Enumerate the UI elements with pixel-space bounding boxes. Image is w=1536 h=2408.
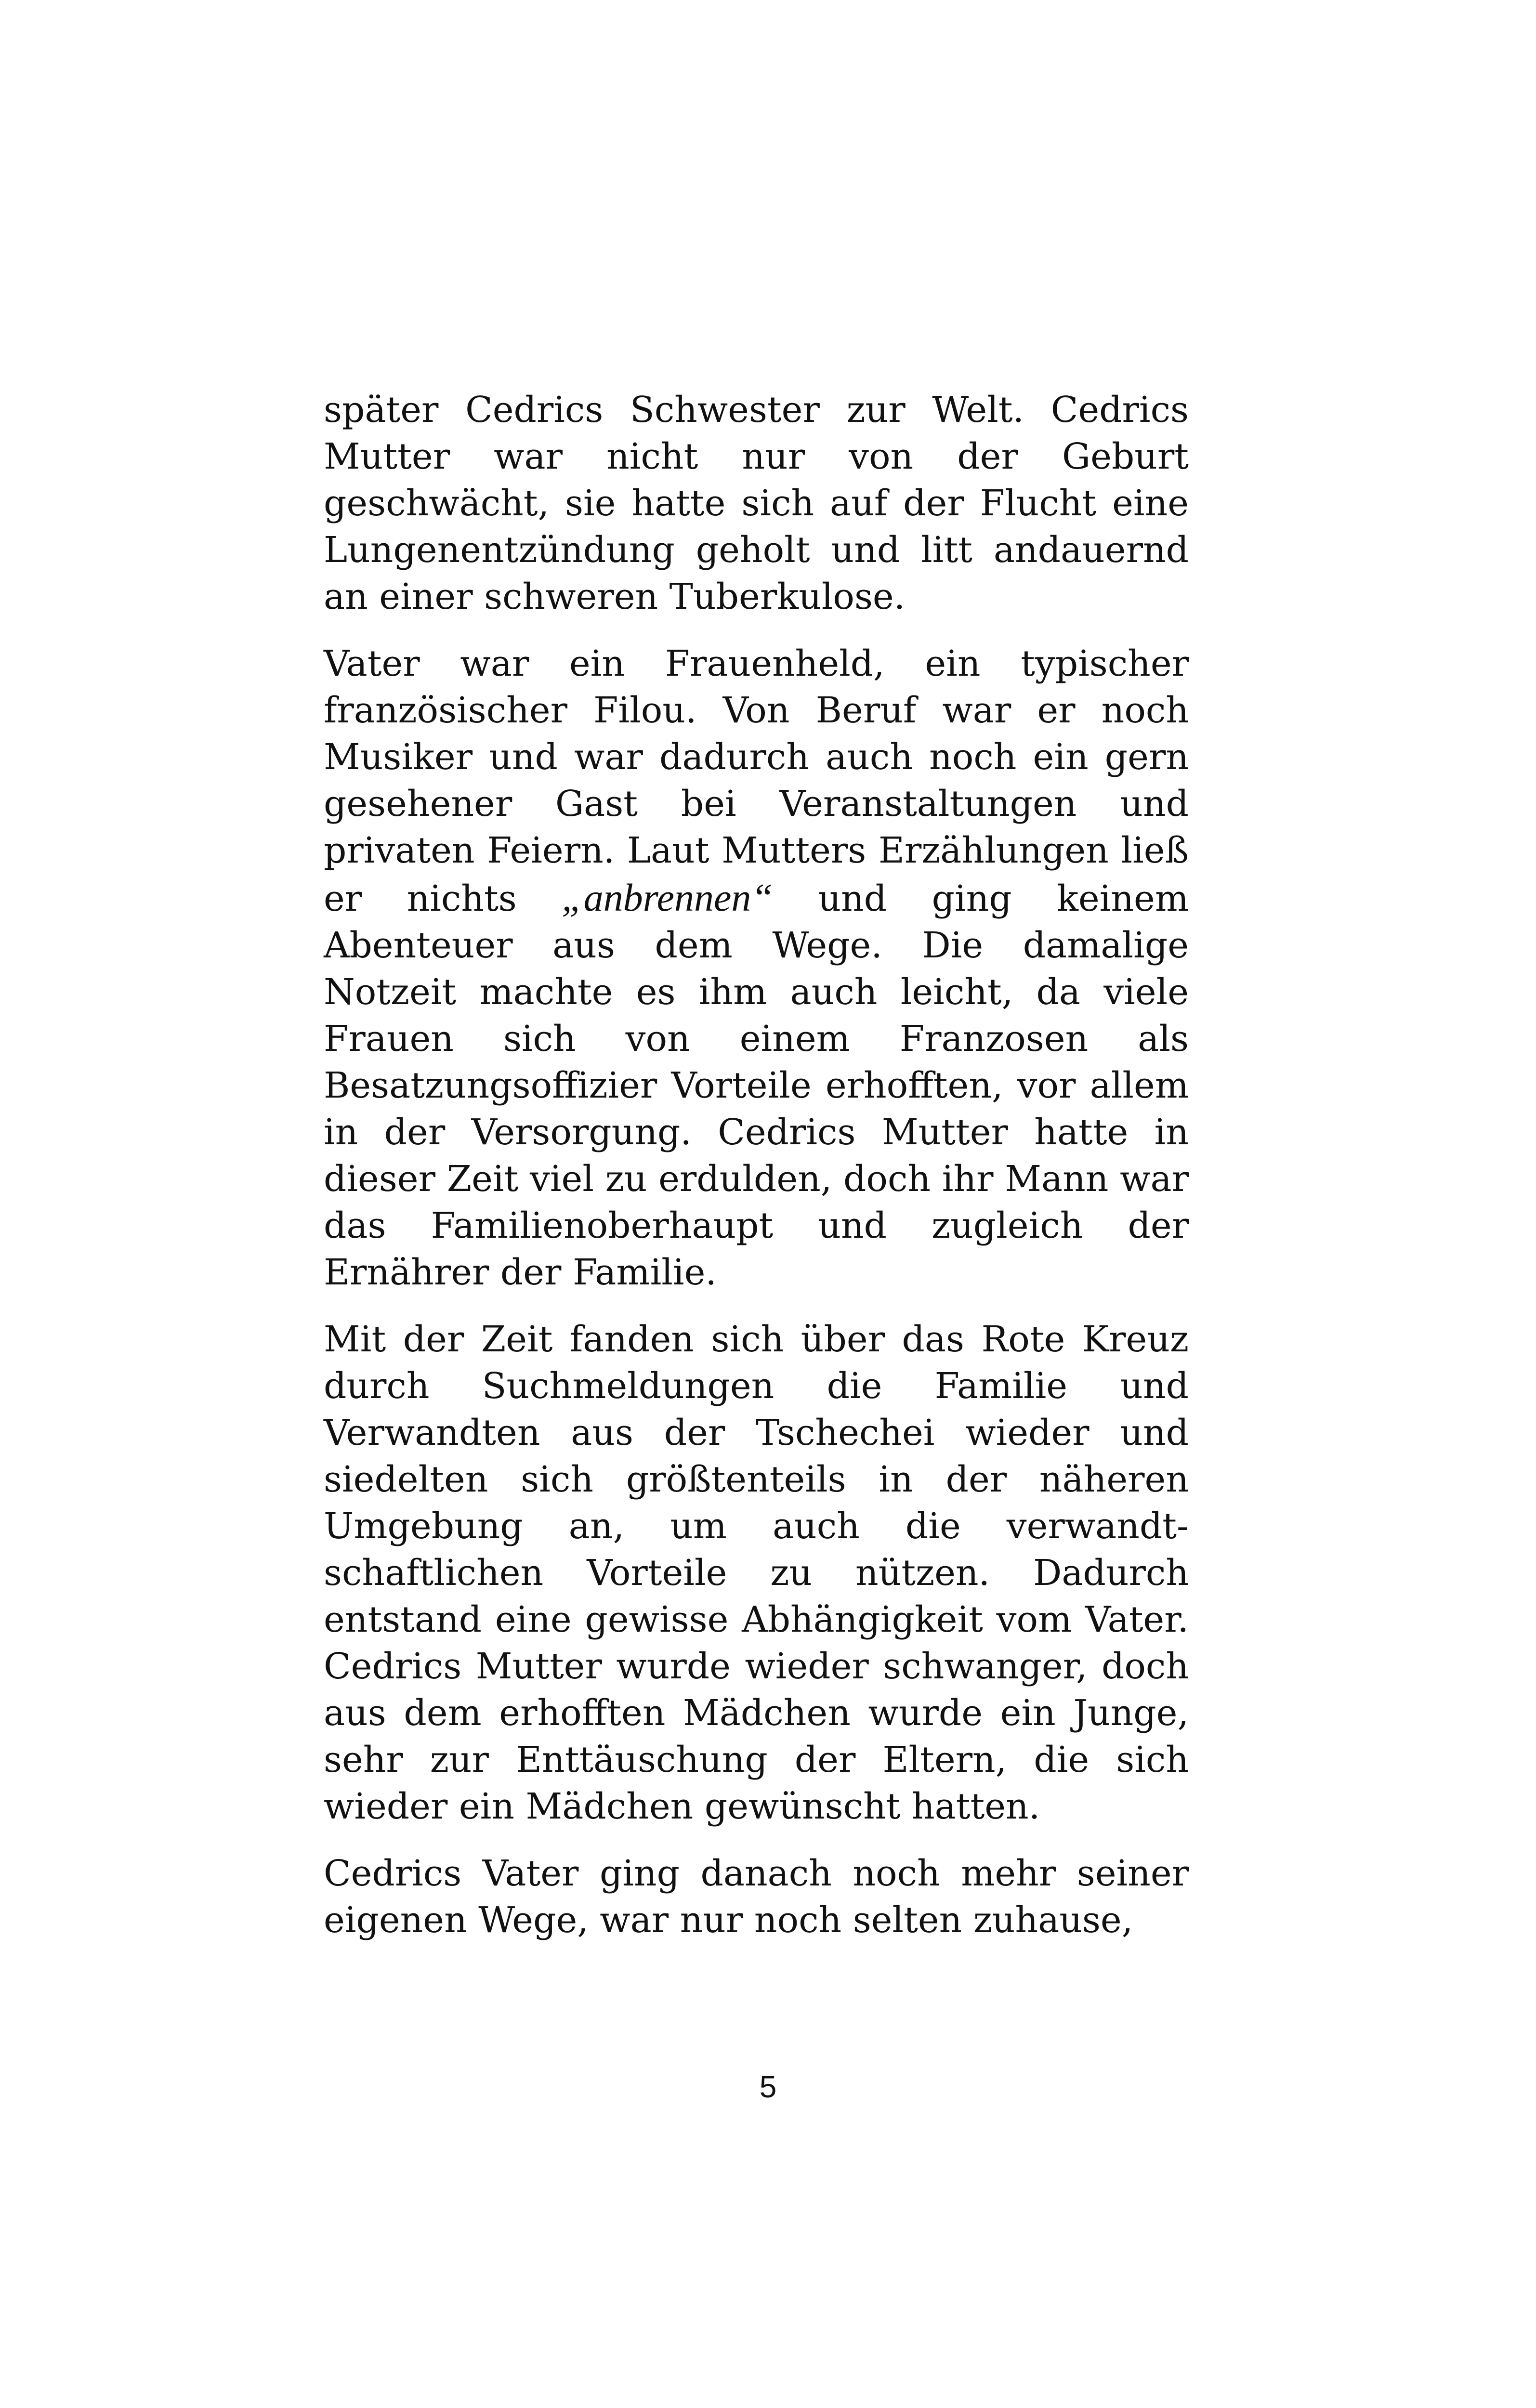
paragraph-2-text-start: Vater war ein Frauenheld, ein typischer französischer Filou. Von Beruf war er noch Musiker und war dadurch auch noch ein gern gesehener Gast bei Veranstaltungen und privaten Feiern. Laut Mutters Erzählungen ließ er nichts bbox=[324, 643, 1189, 919]
paragraph-3: Mit der Zeit fanden sich über das Rote Kreuz durch Suchmeldungen die Familie und Verwandten aus der Tschechei wieder und siedelten sich größtenteils in der näheren Umgebung an, um auch die verwandtschaftlichen Vorteile zu nützen. Dadurch entstand eine gewisse Abhängigkeit vom Vater. Cedrics Mutter wurde wieder schwanger, doch aus dem erhofften Mädchen wurde ein Junge, sehr zur Enttäuschung der Eltern, die sich wieder ein Mädchen gewünscht hatten. bbox=[324, 1319, 1189, 1827]
paragraph-2 bbox=[324, 641, 1189, 1296]
paragraph-4: Cedrics Vater ging danach noch mehr seiner eigenen Wege, war nur noch selten zuhause, bbox=[324, 1853, 1189, 1941]
paragraph-1: später Cedrics Schwester zur Welt. Cedrics Mutter war nicht nur von der Geburt geschwächt, sie hatte sich auf der Flucht eine Lungenentzündung geholt und litt andauernd an einer schweren Tuberkulose. bbox=[324, 389, 1189, 617]
page-number: 5 bbox=[759, 2069, 777, 2104]
emphasized-word: „anbrennen“ bbox=[562, 876, 774, 919]
body-text bbox=[324, 387, 1189, 1944]
paragraph-2-text-end: und ging keinem Abenteuer aus dem Wege. Die damalige Notzeit machte es ihm auch leicht, da viele Frauen sich von einem Franzosen als Besatzungsoffizier Vorteile erhofften, vor allem in der Versorgung. Cedrics Mutter hatte in dieser Zeit viel zu erdulden, doch ihr Mann war das Familienoberhaupt und zugleich der Ernährer der Familie. bbox=[324, 878, 1189, 1293]
